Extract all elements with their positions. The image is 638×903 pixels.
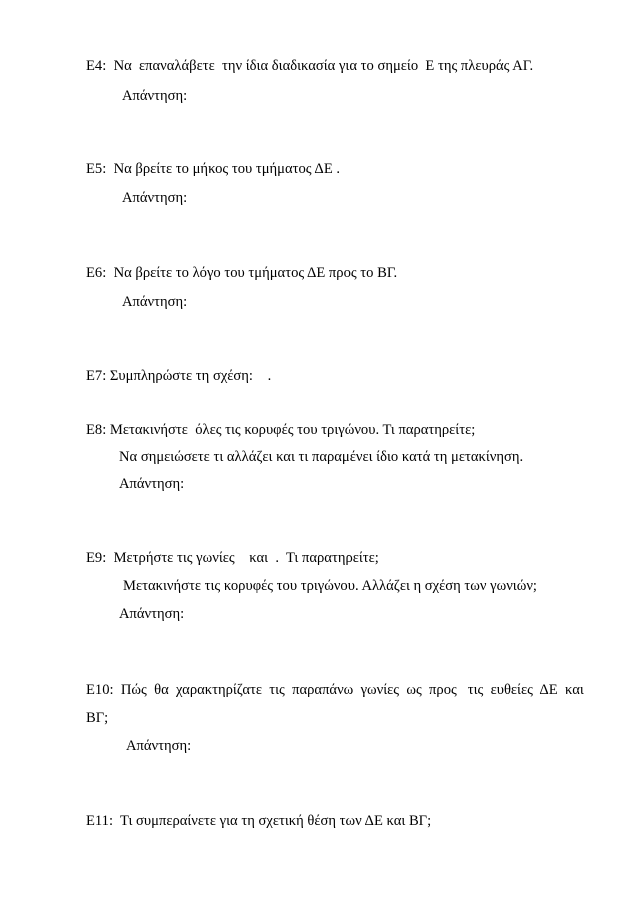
question-e9-line2: Μετακινήστε τις κορυφές του τριγώνου. Αλλάζει η σχέση των γωνιών; bbox=[123, 578, 537, 594]
question-e5: Ε5: Να βρείτε το μήκος του τμήματος ΔΕ . bbox=[86, 161, 341, 177]
question-e10: Ε10: Πώς θα χαρακτηρίζατε τις παραπάνω γωνίες ως προς τις ευθείες ΔΕ και bbox=[86, 682, 584, 698]
question-e10-line2: ΒΓ; bbox=[86, 710, 109, 726]
question-e7: Ε7: Συμπληρώστε τη σχέση: . bbox=[86, 368, 272, 384]
answer-label-e6: Απάντηση: bbox=[122, 294, 188, 310]
question-e4: Ε4: Να επαναλάβετε την ίδια διαδικασία για το σημείο Ε της πλευράς ΑΓ. bbox=[86, 58, 534, 74]
question-e8-line2: Να σημειώσετε τι αλλάζει και τι παραμένει ίδιο κατά τη μετακίνηση. bbox=[119, 449, 524, 465]
answer-label-e4: Απάντηση: bbox=[122, 88, 188, 104]
question-e6: Ε6: Να βρείτε το λόγο του τμήματος ΔΕ προς το ΒΓ. bbox=[86, 265, 398, 281]
question-e11: Ε11: Τι συμπεραίνετε για τη σχετική θέση των ΔΕ και ΒΓ; bbox=[86, 813, 432, 829]
answer-label-e5: Απάντηση: bbox=[122, 190, 188, 206]
answer-label-e10: Απάντηση: bbox=[126, 738, 192, 754]
question-e8: Ε8: Μετακινήστε όλες τις κορυφές του τριγώνου. Τι παρατηρείτε; bbox=[86, 422, 476, 438]
answer-label-e9: Απάντηση: bbox=[119, 606, 185, 622]
answer-label-e8: Απάντηση: bbox=[119, 476, 185, 492]
question-e9: Ε9: Μετρήστε τις γωνίες και . Τι παρατηρείτε; bbox=[86, 550, 379, 566]
